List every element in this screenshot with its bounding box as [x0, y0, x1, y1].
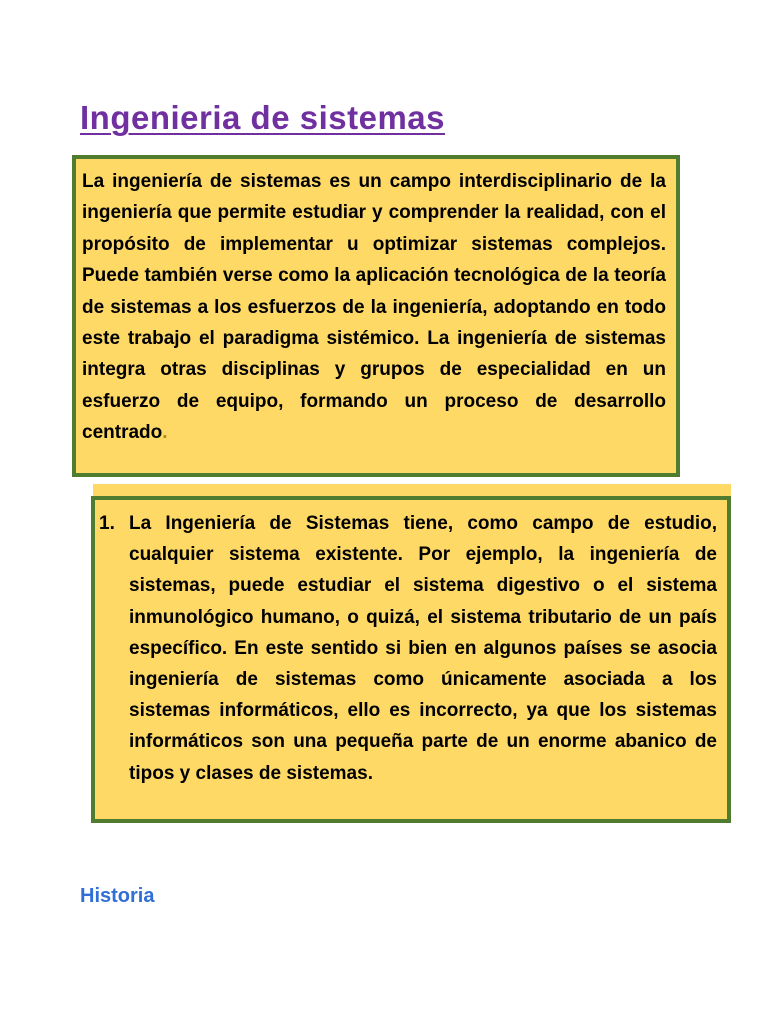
intro-end-period: .: [162, 422, 168, 444]
list-item-number: 1.: [99, 513, 115, 534]
numbered-list: [95, 500, 727, 789]
list-item: [99, 508, 717, 789]
list-item-text: La Ingeniería de Sistemas tiene, como campo de estudio, cualquier sistema existente. Por ejemplo, la ingeniería de sistemas, puede estudiar el sistema digestivo o el sistema inmunológico humano, o quizá, el sistema tributario de un país específico. En este sentido si bien en algunos países se asocia ingeniería de sistemas como únicamente asociada a los sistemas informáticos, ello es incorrecto, ya que los sistemas informáticos son una pequeña parte de un enorme abanico de tipos y clases de sistemas.: [129, 513, 717, 784]
intro-paragraph: [76, 159, 676, 449]
intro-box: [72, 155, 680, 477]
section-heading-historia: Historia: [80, 885, 155, 907]
list-box: [91, 496, 731, 823]
intro-text: La ingeniería de sistemas es un campo interdisciplinario de la ingeniería que permite estudiar y comprender la realidad, con el propósito de implementar u optimizar sistemas complejos. Puede también verse como la aplicación tecnológica de la teoría de sistemas a los esfuerzos de la ingeniería, adoptando en todo este trabajo el paradigma sistémico. La ingeniería de sistemas integra otras disciplinas y grupos de especialidad en un esfuerzo de equipo, formando un proceso de desarrollo centrado: [82, 171, 666, 444]
page-title: Ingenieria de sistemas: [80, 99, 445, 136]
